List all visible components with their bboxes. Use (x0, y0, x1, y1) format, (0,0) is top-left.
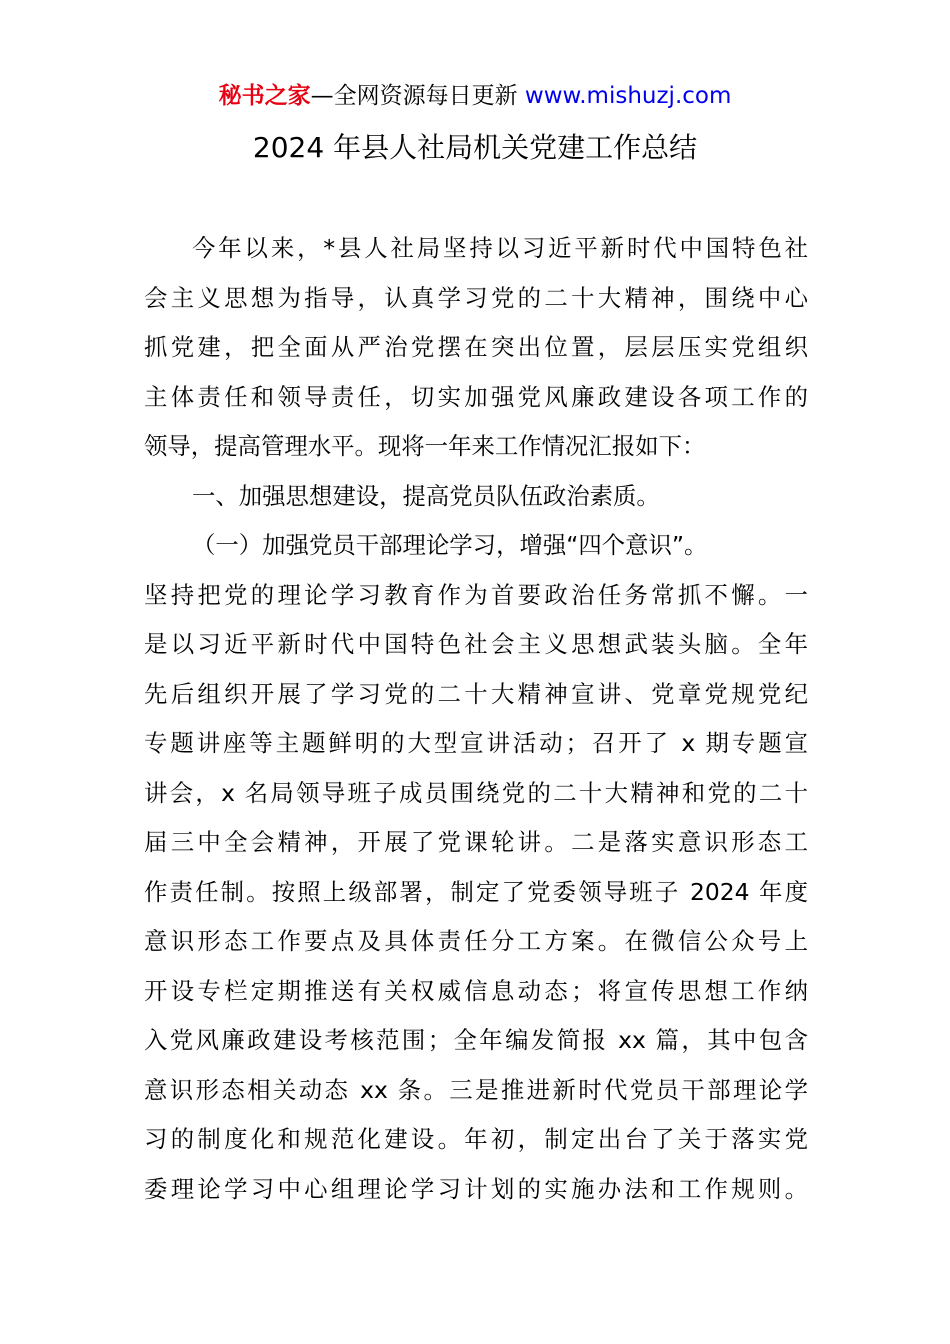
paragraph-line: 习的制度化和规范化建设。年初，制定出台了关于落实党 (144, 1125, 808, 1153)
paragraph-line: 坚持把党的理论学习教育作为首要政治任务常抓不懈。一 (144, 580, 808, 609)
site-url-link[interactable]: www.mishuzj.com (524, 83, 732, 109)
paragraph-line: 专题讲座等主题鲜明的大型宣讲活动；召开了 x 期专题宣 (144, 729, 808, 757)
document-title: 2024 年县人社局机关党建工作总结 (252, 131, 698, 164)
site-header (0, 80, 950, 112)
document-body (144, 224, 808, 1214)
paragraph-line: 主体责任和领导责任，切实加强党风廉政建设各项工作的 (144, 382, 808, 411)
paragraph-line: 会主义思想为指导，认真学习党的二十大精神，围绕中心 (144, 283, 808, 312)
paragraph-line: 是以习近平新时代中国特色社会主义思想武装头脑。全年 (144, 630, 808, 658)
paragraph-line: 今年以来，*县人社局坚持以习近平新时代中国特色社 (192, 234, 808, 262)
paragraph-line: 意识形态工作要点及具体责任分工方案。在微信公众号上 (144, 927, 808, 955)
paragraph-line: 开设专栏定期推送有关权威信息动态；将宣传思想工作纳 (144, 976, 808, 1005)
paragraph-line: 委理论学习中心组理论学习计划的实施办法和工作规则。 (144, 1174, 808, 1203)
paragraph-line: 入党风廉政建设考核范围；全年编发简报 xx 篇，其中包含 (144, 1026, 808, 1054)
site-tagline: —全网资源每日更新 (310, 83, 525, 109)
section-heading: 一、加强思想建设，提高党员队伍政治素质。 (192, 481, 660, 510)
paragraph-line: 领导，提高管理水平。现将一年来工作情况汇报如下： (144, 432, 706, 460)
paragraph-line: 意识形态相关动态 xx 条。三是推进新时代党员干部理论学 (144, 1075, 808, 1104)
paragraph-line: 抓党建，把全面从严治党摆在突出位置，层层压实党组织 (144, 333, 808, 361)
paragraph-line: 作责任制。按照上级部署，制定了党委领导班子 2024 年度 (144, 877, 808, 906)
site-brand: 秘书之家 (218, 83, 311, 109)
paragraph-line: 先后组织开展了学习党的二十大精神宣讲、党章党规党纪 (144, 679, 808, 708)
paragraph-line: 届三中全会精神，开展了党课轮讲。二是落实意识形态工 (144, 828, 808, 856)
paragraph-line: 讲会，x 名局领导班子成员围绕党的二十大精神和党的二十 (144, 778, 808, 807)
subsection-heading: （一）加强党员干部理论学习，增强“四个意识”。 (192, 531, 708, 559)
